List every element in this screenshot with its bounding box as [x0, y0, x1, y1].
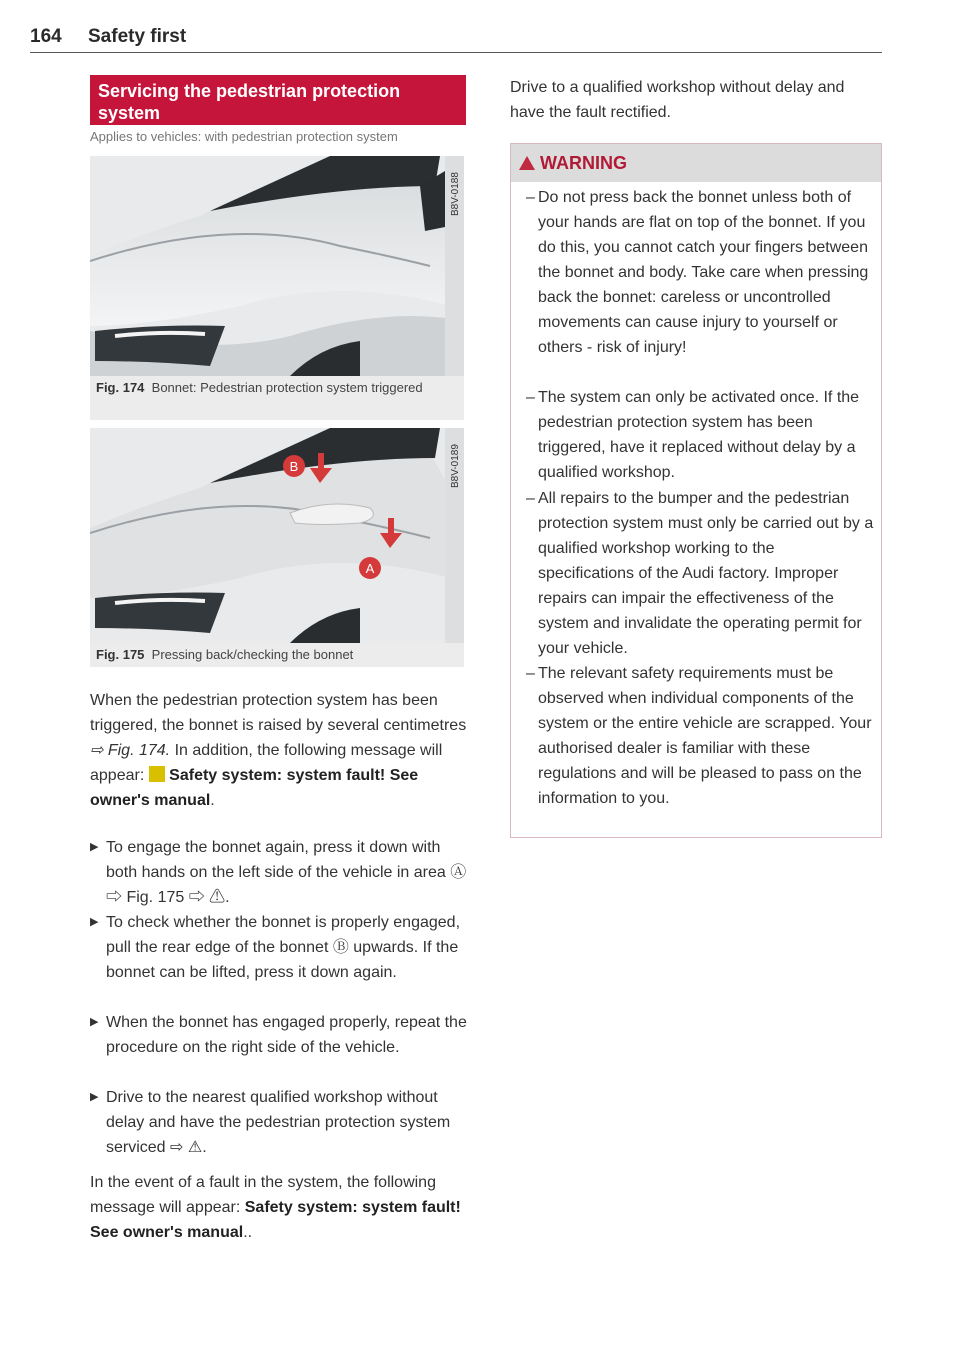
section-title: Servicing the pedestrian protection system	[90, 75, 466, 125]
figure-175-caption	[90, 643, 464, 667]
marker-a: A	[365, 561, 375, 576]
car-bonnet-raised-image	[90, 156, 464, 376]
warning-header	[511, 144, 881, 182]
figure-label: Fig. 175	[96, 647, 145, 662]
figure-code: B8V-0188	[450, 172, 461, 216]
figure-174	[90, 156, 464, 376]
intro-text: When the pedestrian protection system has been triggered, the bonnet is raised by several centimetres	[90, 692, 467, 734]
warning-item: – Do not press back the bonnet unless both of your hands are flat on top of the bonnet. If you do this, you cannot catch your fingers between the bonnet and body. Take care when pressing back the bonnet: careless or uncontrolled movements can cause injury to yourself or others - risk of injury!	[526, 189, 869, 356]
intro-text-2: In addition, the following message will appear:	[90, 742, 443, 784]
intro-message: Safety system: system fault! See owner's manual	[90, 767, 419, 809]
fault-message: Safety system: system fault! See owner's manual	[90, 1199, 461, 1241]
section-header: Safety first	[88, 26, 187, 47]
caption-text: Pressing back/checking the bonnet	[151, 647, 354, 662]
applies-note: Applies to vehicles: with pedestrian protection system	[90, 129, 398, 144]
fault-paragraph	[90, 1170, 468, 1245]
right-intro: Drive to a qualified workshop without delay and have the fault rectified.	[510, 79, 845, 121]
warning-icon	[519, 156, 535, 170]
fault-text: In the event of a fault in the system, the following message will appear:	[90, 1174, 436, 1216]
arrow-icon: ▶	[90, 1016, 99, 1028]
caption-text: Bonnet: Pedestrian protection system triggered	[151, 380, 423, 395]
intro-paragraph	[90, 688, 468, 813]
warning-title: WARNING	[540, 153, 628, 173]
arrow-icon: ▶	[90, 916, 99, 928]
list-item: ▶ To check whether the bonnet is properly engaged, pull the rear edge of the bonnet Ⓑ upwards. If the bonnet can be lifted, press it down again.	[106, 910, 468, 985]
warning-item: – The system can only be activated once. If the pedestrian protection system has been triggered, have it replaced without delay by a qualified workshop.	[526, 389, 860, 481]
warning-item: – The relevant safety requirements must be observed when individual components of the system or the entire vehicle are scrapped. Your authorised dealer is familiar with these regulations and will be pleased to pass on the information to you.	[526, 665, 872, 807]
list-item: ▶ Drive to the nearest qualified workshop without delay and have the pedestrian protection system serviced ⇨ ⚠.	[106, 1085, 468, 1160]
warning-item: – All repairs to the bumper and the pedestrian protection system must only be carried out by a qualified workshop working to the specifications of the Audi factory. Improper repairs can impair the effectiveness of the system and invalidate the operating permit for your vehicle.	[526, 490, 874, 657]
figure-code: B8V-0189	[450, 444, 461, 488]
marker-b: B	[289, 459, 299, 474]
page-number: 164	[30, 26, 62, 47]
arrow-icon: ▶	[90, 1091, 99, 1103]
arrow-icon: ▶	[90, 841, 99, 853]
figure-174-caption	[90, 376, 464, 420]
page-header	[30, 22, 882, 53]
list-item: ▶ To engage the bonnet again, press it down with both hands on the left side of the vehicle in area Ⓐ ⇨ Fig. 175 ⇨ ⚠.	[106, 835, 468, 910]
list-item: ▶ When the bonnet has engaged properly, repeat the procedure on the right side of the vehicle.	[106, 1010, 468, 1060]
figure-ref[interactable]: ⇨ Fig. 174.	[90, 742, 171, 759]
figure-label: Fig. 174	[96, 380, 145, 395]
intro-end: .	[210, 792, 215, 809]
pressing-bonnet-image	[90, 428, 464, 643]
fault-end: ..	[243, 1224, 253, 1241]
safety-system-icon	[149, 766, 165, 782]
figure-175	[90, 428, 464, 643]
